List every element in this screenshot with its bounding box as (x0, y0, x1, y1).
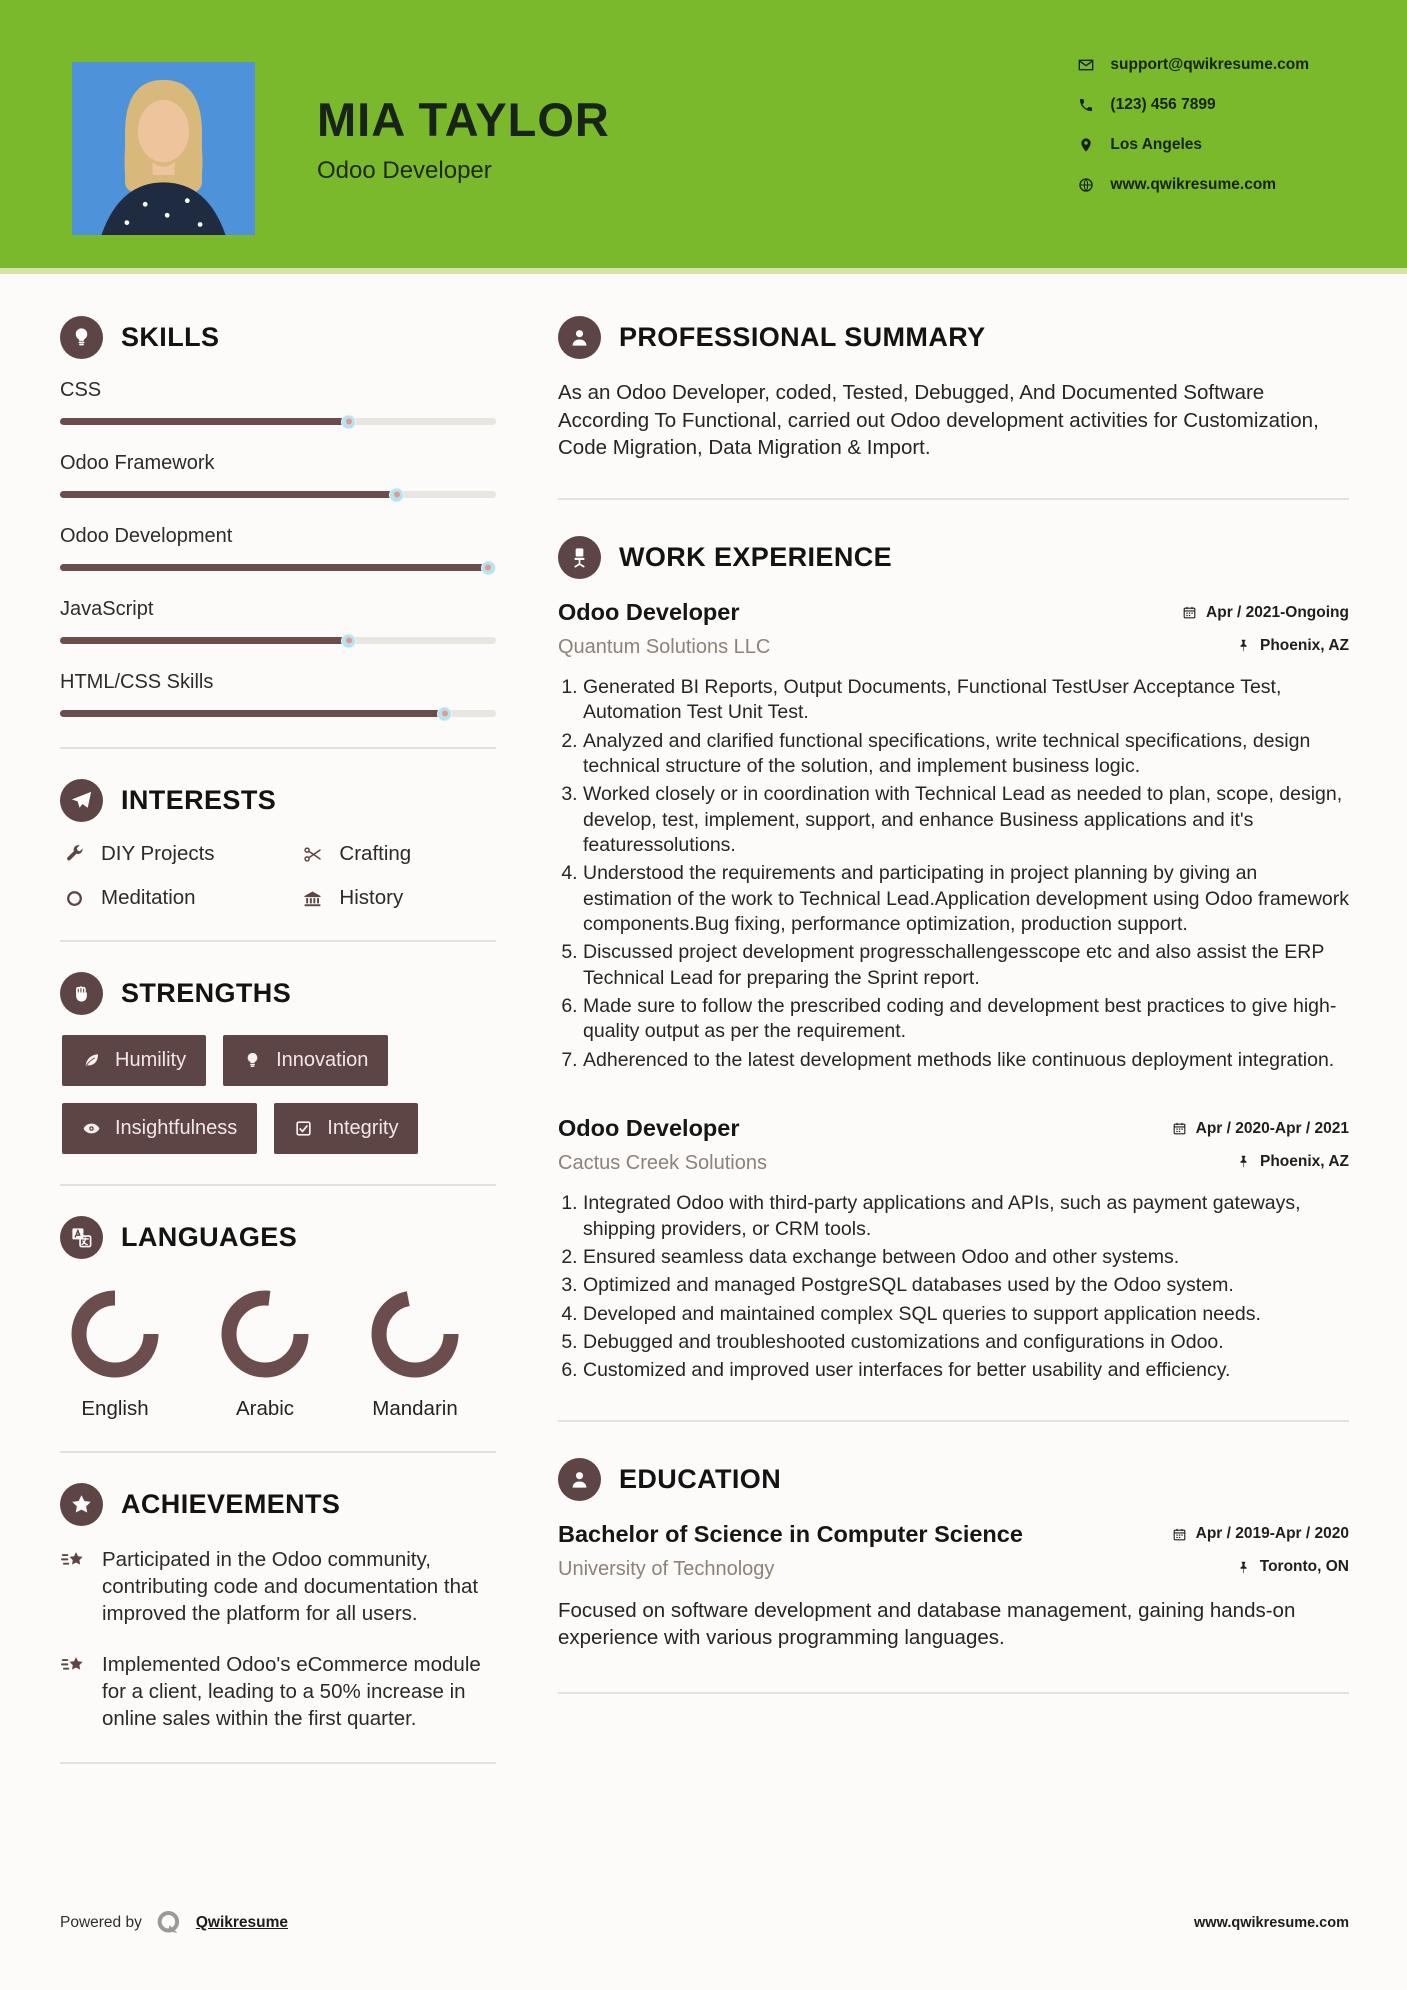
strength-tag (62, 1103, 257, 1154)
location-icon (1078, 137, 1094, 153)
job-subhead (558, 636, 1349, 659)
star-icon (70, 1493, 93, 1516)
strength-tag (62, 1035, 206, 1086)
job-bullet: 5. Debugged and troubleshooted customizations and configurations in Odoo. (583, 1330, 1349, 1355)
languages-heading: LANGUAGES (121, 1222, 298, 1252)
strength-tag (223, 1035, 388, 1086)
header (0, 0, 1407, 274)
interest-label: DIY Projects (101, 842, 215, 865)
person-icon (568, 326, 591, 349)
education-badge (558, 1458, 601, 1501)
contact-row (1078, 176, 1309, 194)
skill-item (60, 598, 496, 644)
languages-section-header (60, 1216, 496, 1259)
interest-item (302, 886, 496, 910)
fist-icon (70, 982, 93, 1005)
education-entry (558, 1521, 1349, 1652)
skill-item (60, 525, 496, 571)
skill-slider-fill (60, 491, 400, 498)
language-item (218, 1289, 312, 1421)
job-title: Odoo Developer (558, 599, 740, 626)
strength-label: Humility (115, 1049, 187, 1071)
profile-photo (72, 62, 255, 235)
q-logo-icon (154, 1908, 184, 1938)
interest-item (64, 886, 292, 910)
strengths-badge (60, 972, 103, 1015)
education-dates-text: Apr / 2019-Apr / 2020 (1195, 1525, 1349, 1543)
education-location-text: Toronto, ON (1259, 1558, 1349, 1576)
chair-icon (568, 546, 591, 569)
interests-badge (60, 779, 103, 822)
scissors-icon (302, 844, 323, 865)
job-bullet: 2. Ensured seamless data exchange between Odoo and other systems. (583, 1245, 1349, 1270)
job-dates (1172, 1120, 1349, 1138)
job-subhead (558, 1152, 1349, 1175)
skill-slider (60, 637, 496, 644)
checkbox-icon (294, 1119, 313, 1138)
divider (60, 1184, 496, 1186)
strengths-section-header (60, 972, 496, 1015)
calendar-icon (1172, 1527, 1187, 1542)
summary-badge (558, 316, 601, 359)
divider (60, 1762, 496, 1764)
job-location-text: Phoenix, AZ (1260, 636, 1349, 654)
achievements-heading: ACHIEVEMENTS (121, 1489, 341, 1519)
divider (60, 940, 496, 942)
contact-text: www.qwikresume.com (1110, 176, 1277, 193)
achievements-badge (60, 1483, 103, 1526)
language-arc (220, 1289, 310, 1379)
skill-slider-thumb (390, 488, 403, 501)
strength-label: Insightfulness (115, 1117, 238, 1139)
skills-section-header (60, 316, 496, 359)
language-item (68, 1289, 162, 1421)
skill-slider-fill (60, 710, 448, 717)
achievements-section-header (60, 1483, 496, 1526)
skill-item (60, 379, 496, 425)
job-head (558, 599, 1349, 626)
interest-label: Meditation (101, 886, 196, 909)
skill-slider-fill (60, 418, 352, 425)
job-bullet: 1. Generated BI Reports, Output Documents, Functional TestUser Acceptance Test, Automation Test Unit Test. (583, 675, 1349, 726)
interest-item (302, 842, 496, 866)
identity (317, 93, 610, 185)
language-arc (370, 1289, 460, 1379)
interest-label: Crafting (339, 842, 412, 865)
education-degree: Bachelor of Science in Computer Science (558, 1520, 1023, 1547)
contact-text: (123) 456 7899 (1110, 96, 1216, 113)
education-subhead (558, 1558, 1349, 1581)
languages-badge (60, 1216, 103, 1259)
job-bullet: 3. Worked closely or in coordination with Technical Lead as needed to plan, scope, design, develop, test, implement, support, and enhance Business applications and it's featuressolutions. (583, 782, 1349, 858)
achievement-item (60, 1546, 496, 1627)
sidebar (60, 316, 496, 1794)
job-location-text: Phoenix, AZ (1260, 1152, 1349, 1170)
phone-icon (1078, 97, 1094, 113)
summary-heading: PROFESSIONAL SUMMARY (619, 322, 986, 352)
job-bullet: 5. Discussed project development progresschallengesscope etc and also assist the ERP Technical Lead for preparing the Sprint report. (583, 940, 1349, 991)
contact-text: Los Angeles (1110, 136, 1203, 153)
strengths-heading: STRENGTHS (121, 978, 292, 1008)
education-school: University of Technology (558, 1557, 775, 1580)
job-bullet: 6. Made sure to follow the prescribed coding and development best practices to give high-quality output as per the requirement. (583, 994, 1349, 1045)
pin-icon (1236, 1154, 1251, 1169)
job-head (558, 1115, 1349, 1142)
skill-item (60, 452, 496, 498)
museum-icon (302, 888, 323, 909)
bulb-icon (70, 326, 93, 349)
job-bullet: 4. Understood the requirements and participating in project planning by giving an estimation of the work to Technical Lead.Application development using Odoo framework components.Bug fixing, performance optimization, production support. (583, 861, 1349, 937)
skill-slider (60, 564, 496, 571)
bulb-icon (243, 1051, 262, 1070)
education-location (1236, 1558, 1349, 1576)
divider (558, 1420, 1349, 1422)
translate-icon (70, 1226, 93, 1249)
strength-label: Innovation (276, 1049, 369, 1071)
job-bullet: 2. Analyzed and clarified functional specifications, write technical specifications, design technical structure of the solution, and implement business logic. (583, 729, 1349, 780)
brand-link[interactable]: Qwikresume (195, 1914, 289, 1931)
skill-slider-thumb (342, 415, 355, 428)
jobs-list (558, 599, 1349, 1384)
strengths-list (60, 1035, 496, 1154)
skills-badge (60, 316, 103, 359)
plane-icon (70, 789, 93, 812)
language-label: English (81, 1397, 149, 1420)
skill-label: Odoo Development (60, 525, 233, 547)
job-location (1236, 1153, 1349, 1171)
experience-heading: WORK EXPERIENCE (619, 542, 893, 573)
achievement-item (60, 1651, 496, 1732)
circle-icon (64, 888, 85, 909)
divider (60, 747, 496, 749)
contact-row (1078, 136, 1309, 154)
job-bullet: 7. Adherenced to the latest development methods like continuous deployment integration. (583, 1048, 1349, 1073)
education-dates (1172, 1525, 1349, 1543)
experience-section-header (558, 536, 1349, 579)
education-description: Focused on software development and database management, gaining hands-on experience with various programming languages. (558, 1598, 1296, 1650)
skills-list (60, 379, 496, 717)
job-bullet: 3. Optimized and managed PostgreSQL databases used by the Odoo system. (583, 1273, 1349, 1298)
education-heading: EDUCATION (619, 1463, 782, 1494)
content (0, 274, 1407, 1794)
footer (60, 1908, 1349, 1938)
contact-list (1078, 56, 1309, 216)
experience-badge (558, 536, 601, 579)
languages-list (60, 1279, 496, 1421)
contact-row (1078, 96, 1309, 114)
eye-icon (82, 1119, 101, 1138)
job-bullets (558, 1191, 1349, 1383)
job-company: Cactus Creek Solutions (558, 1152, 767, 1175)
skills-heading: SKILLS (121, 322, 220, 352)
job-bullets (558, 675, 1349, 1073)
strength-label: Integrity (327, 1117, 399, 1139)
interest-item (64, 842, 292, 866)
skill-slider-thumb (438, 707, 451, 720)
achievement-text: Implemented Odoo's eCommerce module for a client, leading to a 50% increase in online sales within the first quarter. (102, 1653, 481, 1731)
skill-item (60, 671, 496, 717)
globe-icon (1078, 177, 1094, 193)
education-section-header (558, 1458, 1349, 1501)
skill-label: HTML/CSS Skills (60, 671, 214, 693)
interests-heading: INTERESTS (121, 785, 277, 815)
achievement-text: Participated in the Odoo community, contributing code and documentation that improved the platform for all users. (102, 1548, 479, 1626)
skill-slider-fill (60, 564, 492, 571)
interests-section-header (60, 779, 496, 822)
summary-section-header (558, 316, 1349, 359)
job-dates-text: Apr / 2021-Ongoing (1206, 603, 1349, 621)
calendar-icon (1172, 1121, 1187, 1136)
interests-list (60, 842, 496, 910)
skill-slider (60, 418, 496, 425)
skill-slider-fill (60, 637, 352, 644)
job-bullet: 1. Integrated Odoo with third-party applications and APIs, such as payment gateways, shipping providers, or CRM tools. (583, 1191, 1349, 1242)
shooting-star-icon (60, 1548, 86, 1627)
summary-text: As an Odoo Developer, coded, Tested, Debugged, And Documented Software According To Functional, carried out Odoo development activities for Customization, Code Migration, Data Migration & Import. (558, 381, 1319, 460)
job-title: Odoo Developer (558, 1115, 740, 1142)
language-label: Arabic (235, 1397, 295, 1420)
education-head (558, 1521, 1349, 1548)
main-column (558, 316, 1349, 1794)
job-dates (1182, 604, 1349, 622)
divider (60, 1451, 496, 1453)
calendar-icon (1182, 605, 1197, 620)
powered-by (60, 1908, 288, 1938)
skill-slider (60, 710, 496, 717)
language-item (368, 1289, 462, 1421)
strength-tag (274, 1103, 418, 1154)
person-name: MIA TAYLOR (317, 93, 610, 146)
job-bullet: 6. Customized and improved user interfaces for better usability and efficiency. (583, 1358, 1349, 1383)
skill-slider (60, 491, 496, 498)
powered-by-text: Powered by (60, 1914, 142, 1931)
job-location (1236, 637, 1349, 655)
mail-icon (1078, 57, 1094, 73)
person-icon (568, 1468, 591, 1491)
language-label: Mandarin (372, 1397, 458, 1420)
achievements-list (60, 1546, 496, 1732)
job-bullet: 4. Developed and maintained complex SQL queries to support application needs. (583, 1302, 1349, 1327)
leaf-icon (82, 1051, 101, 1070)
skill-label: JavaScript (60, 598, 154, 620)
shooting-star-icon (60, 1653, 86, 1732)
job-entry (558, 599, 1349, 1073)
job-company: Quantum Solutions LLC (558, 636, 771, 659)
language-arc (70, 1289, 160, 1379)
site-link[interactable]: www.qwikresume.com (1194, 1915, 1349, 1931)
wrench-icon (64, 844, 85, 865)
pin-icon (1236, 1560, 1251, 1575)
interest-label: History (339, 886, 404, 909)
pin-icon (1236, 638, 1251, 653)
person-title: Odoo Developer (317, 157, 492, 184)
skill-label: CSS (60, 379, 102, 401)
skill-slider-thumb (482, 561, 495, 574)
contact-text: support@qwikresume.com (1110, 56, 1309, 73)
divider (558, 1692, 1349, 1694)
skill-label: Odoo Framework (60, 452, 215, 474)
contact-row (1078, 56, 1309, 74)
divider (558, 498, 1349, 500)
job-entry (558, 1115, 1349, 1383)
skill-slider-thumb (342, 634, 355, 647)
job-dates-text: Apr / 2020-Apr / 2021 (1195, 1119, 1349, 1137)
